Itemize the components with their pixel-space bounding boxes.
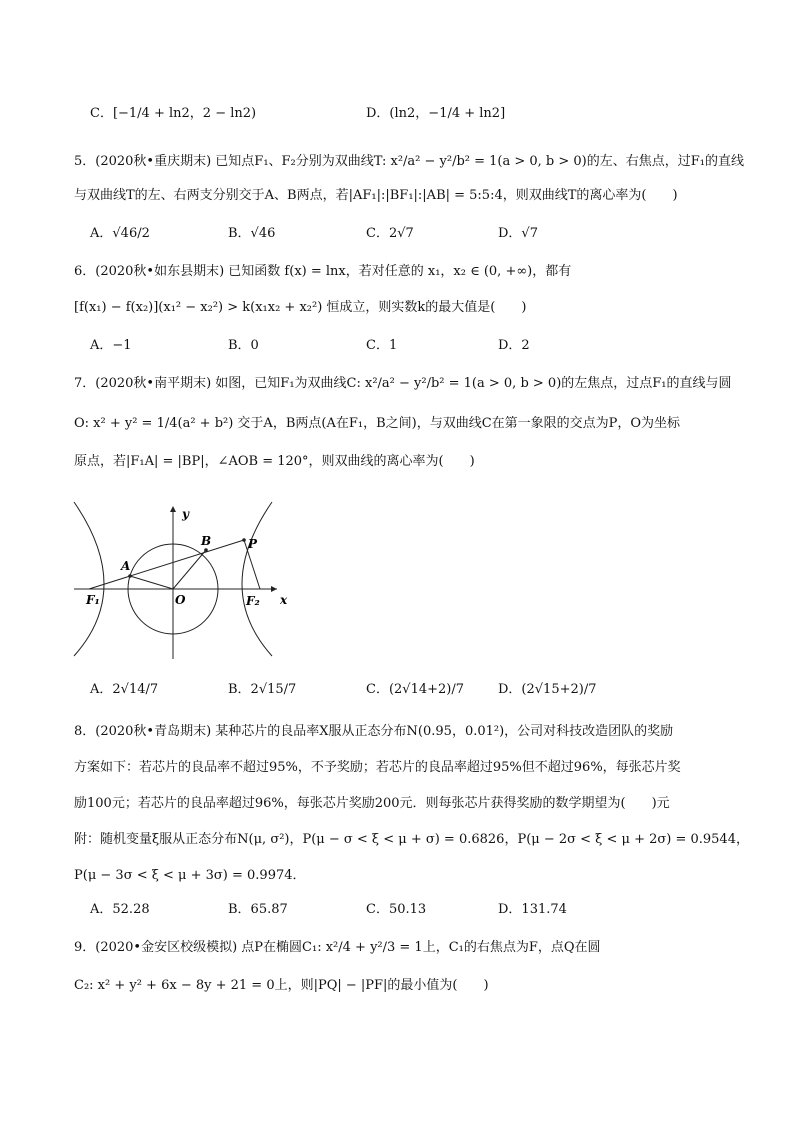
q7-stem-line-1: 7．(2020秋•南平期末) 如图，已知F₁为双曲线C: x²/a² − y²/b² = 1(a > 0, b > 0)的左焦点，过点F₁的直线与圆	[74, 376, 732, 391]
q7-option-a: A．2√14/7	[90, 682, 159, 697]
point-p	[242, 538, 246, 542]
q6-option-c: C．1	[366, 338, 398, 353]
q4-option-d-text: D．(ln2，−1/4 + ln2]	[366, 106, 506, 121]
point-b	[204, 548, 208, 552]
q5-stem-line-1: 5．(2020秋•重庆期末) 已知点F₁、F₂分别为双曲线T: x²/a² − y²/b² = 1(a > 0, b > 0)的左、右焦点，过F₁的直线	[74, 154, 744, 169]
q4-option-c	[90, 104, 256, 124]
label-p: P	[248, 537, 258, 551]
q6-stem-line-2: [f(x₁) − f(x₂)](x₁² − x₂²) > k(x₁x₂ + x₂²) 恒成立，则实数k的最大值是( )	[74, 300, 527, 315]
x-axis-arrow	[271, 586, 277, 592]
q8-option-c: C．50.13	[366, 902, 427, 917]
q8-stem-line-1: 8．(2020秋•青岛期末) 某种芯片的良品率X服从正态分布N(0.95，0.01²)，公司对科技改造团队的奖励	[74, 724, 674, 739]
q7-option-c: C．(2√14+2)/7	[366, 682, 465, 697]
q5-option-b: B．√46	[228, 226, 276, 241]
point-a	[128, 574, 132, 578]
q9-stem-line-1: 9．(2020•金安区校级模拟) 点P在椭圆C₁: x²/4 + y²/3 = 1上，C₁的右焦点为F，点Q在圆	[74, 940, 601, 955]
label-f2: F₂	[246, 594, 260, 608]
q8-stem-line-4: 附：随机变量ξ服从正态分布N(μ, σ²)，P(μ − σ < ξ < μ + σ) = 0.6826，P(μ − 2σ < ξ < μ + 2σ) = 0.9544，	[74, 832, 749, 847]
q4-option-d	[366, 104, 505, 124]
q8-option-b: B．65.87	[228, 902, 288, 917]
q6-option-a: A．−1	[90, 338, 132, 353]
q5-option-d: D．√7	[498, 226, 538, 241]
q6-option-b: B．0	[228, 338, 259, 353]
line-f1-p	[89, 540, 244, 589]
q6-stem-line-1: 6．(2020秋•如东县期末) 已知函数 f(x) = lnx，若对任意的 x₁，x₂ ∈ (0, +∞)，都有	[74, 264, 572, 279]
q5-option-a: A．√46/2	[90, 226, 150, 241]
q7-stem-line-3: 原点，若|F₁A| = |BP|，∠AOB = 120°，则双曲线的离心率为( )	[74, 454, 475, 469]
q4-option-c-text: C．[−1/4 + ln2，2 − ln2)	[90, 106, 257, 121]
q8-option-a: A．52.28	[90, 902, 150, 917]
q5-option-c: C．2√7	[366, 226, 414, 241]
q6-option-d: D．2	[498, 338, 530, 353]
hyperbola-left-branch	[74, 502, 104, 656]
y-axis-arrow	[170, 506, 176, 512]
q7-option-b: B．2√15/7	[228, 682, 297, 697]
q5-stem-line-2: 与双曲线T的左、右两支分别交于A、B两点，若|AF₁|:|BF₁|:|AB| = 5:5:4，则双曲线T的离心率为( )	[74, 188, 678, 203]
q7-stem-line-2: O: x² + y² = 1/4(a² + b²) 交于A，B两点(A在F₁，B之间)，与双曲线C在第一象限的交点为P，O为坐标	[74, 416, 681, 431]
q8-stem-line-3: 励100元；若芯片的良品率超过96%，每张芯片奖励200元．则每张芯片获得奖励的数学期望为( )元	[74, 796, 670, 811]
label-b: B	[201, 534, 212, 548]
label-y: y	[182, 507, 189, 521]
segment-oa	[130, 576, 173, 589]
label-f1: F₁	[86, 593, 100, 607]
label-x: x	[280, 593, 288, 607]
label-a: A	[121, 559, 131, 573]
q7-option-d: D．(2√15+2)/7	[498, 682, 597, 697]
segment-ob	[173, 550, 206, 589]
q9-stem-line-2: C₂: x² + y² + 6x − 8y + 21 = 0上，则|PQ| − |PF|的最小值为( )	[74, 978, 489, 993]
q8-stem-line-2: 方案如下：若芯片的良品率不超过95%，不予奖励；若芯片的良品率超过95%但不超过96%，每张芯片奖	[74, 760, 681, 775]
q8-option-d: D．131.74	[498, 902, 567, 917]
label-o: O	[175, 593, 186, 607]
q8-stem-line-5: P(μ − 3σ < ξ < μ + 3σ) = 0.9974．	[74, 868, 306, 883]
q7-figure	[72, 494, 292, 664]
